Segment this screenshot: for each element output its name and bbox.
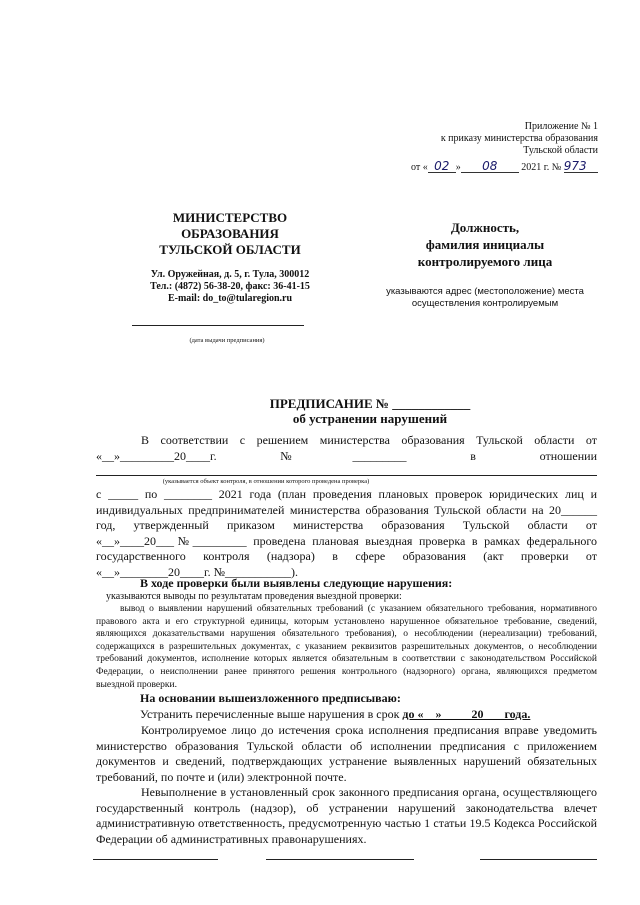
date-mid: » (455, 162, 461, 173)
appendix-block (338, 121, 598, 157)
ministry-name-line-2: ОБРАЗОВАНИЯ (181, 226, 279, 241)
signature-line-sign (266, 859, 414, 860)
recipient-note (355, 286, 615, 310)
violations-heading: В ходе проверки были выявлены следующие нарушения: (140, 576, 453, 590)
ministry-name-line-1: МИНИСТЕРСТВО (172, 210, 288, 225)
issue-date-caption: (дата выдачи предписания) (189, 337, 265, 344)
order-heading: На основании вышеизложенного предписываю: (140, 691, 401, 705)
date-prefix: от « (411, 162, 428, 173)
ministry-address: Ул. Оружейная, д. 5, г. Тула, 300012 (150, 269, 310, 280)
ministry-phone: Тел.: (4872) 56-38-20, факс: 36-41-15 (150, 281, 310, 292)
signature-line-position (93, 859, 218, 860)
order-item-text: Устранить перечисленные выше нарушения в срок (140, 707, 400, 721)
appendix-line-1: Приложение № 1 (524, 121, 598, 132)
recipient-note-line-1: указываются адрес (местоположение) места (386, 286, 584, 297)
ministry-email: E-mail: do_to@tularegion.ru (167, 293, 293, 304)
recipient-line-3: контролируемого лица (417, 254, 553, 269)
title-sub: об устранении нарушений (292, 411, 448, 426)
document-title (200, 396, 540, 426)
recipient-line-2: фамилия инициалы (425, 237, 545, 252)
order-deadline: до « » 20 года. (402, 707, 531, 721)
paragraph-decision: В соответствии с решением министерства образования Тульской области от «__»_________20____г. №_________ в отношении (96, 433, 597, 463)
ministry-contacts (120, 269, 340, 305)
order-item-1 (140, 707, 600, 721)
violations-note: указываются выводы по результатам проведения выездной проверки: (106, 591, 402, 602)
date-year: 2021 г. № (521, 162, 562, 173)
date-number: 973 (564, 160, 598, 173)
object-caption: (указывается объект контроля, в отношении которого проведена проверка) (162, 478, 370, 485)
title-main: ПРЕДПИСАНИЕ № ____________ (269, 396, 471, 411)
recipient-note-line-2: осуществления контролируемым (411, 298, 559, 309)
recipient-block (380, 219, 590, 270)
paragraph-liability: Невыполнение в установленный срок законного предписания органа, осуществляющего государственный контроль (надзор), об устранении нарушений законодательства влечет административную ответственность, предусмотренную частью 1 статьи 19.5 Кодекса Российской Федерации об административных правонарушениях. (96, 785, 597, 846)
appendix-line-3: Тульской области (523, 145, 598, 156)
paragraph-notification: Контролируемое лицо до истечения срока исполнения предписания вправе уведомить министерство образования Тульской области об исполнении предписания с приложением документов и сведений, подтверждающих устранение выявленных нарушений обязательных требований, по почте и (или) электронной почте. (96, 723, 597, 784)
object-line (96, 475, 597, 476)
date-day: 02 (428, 160, 456, 173)
violations-text: вывод о выявлении нарушений обязательных требований (с указанием обязательного требования, нормативного правового акта и его структурной единицы, которым установлено нарушенное обязательное требование, сведений, являющихся доказательствами нарушения обязательного требования), о несоблюдении (нереализации) требований, содержащихся в разрешительных документах, с указанием реквизитов разрешительных документов, о несоблюдении требований документов, исполнение которых является обязательным в соответствии с законодательством Российской Федерации, о неисполнении ранее принятого решения контрольного (надзорного) органа, являющихся предметом выездной проверки. (96, 604, 597, 690)
appendix-date-line (411, 160, 611, 174)
date-month: 08 (461, 160, 519, 173)
paragraph-inspection: с _____ по ________ 2021 года (план проведения плановых проверок юридических лиц и индивидуальных предпринимателей министерства образования Тульской области на 20______ год, утвержденный приказом министерства образования Тульской области от «__»____20___№_________ проведена плановая выездная проверка в рамках федерального государственного контроля (надзора) в сфере образования (акт проверки от «__»________20____г. №___________). (96, 487, 597, 579)
appendix-line-2: к приказу министерства образования (440, 133, 598, 144)
issue-date-line (132, 325, 304, 326)
signature-line-name (480, 859, 597, 860)
ministry-name-line-3: ТУЛЬСКОЙ ОБЛАСТИ (159, 242, 301, 257)
ministry-name (140, 210, 320, 258)
recipient-line-1: Должность, (450, 220, 520, 235)
